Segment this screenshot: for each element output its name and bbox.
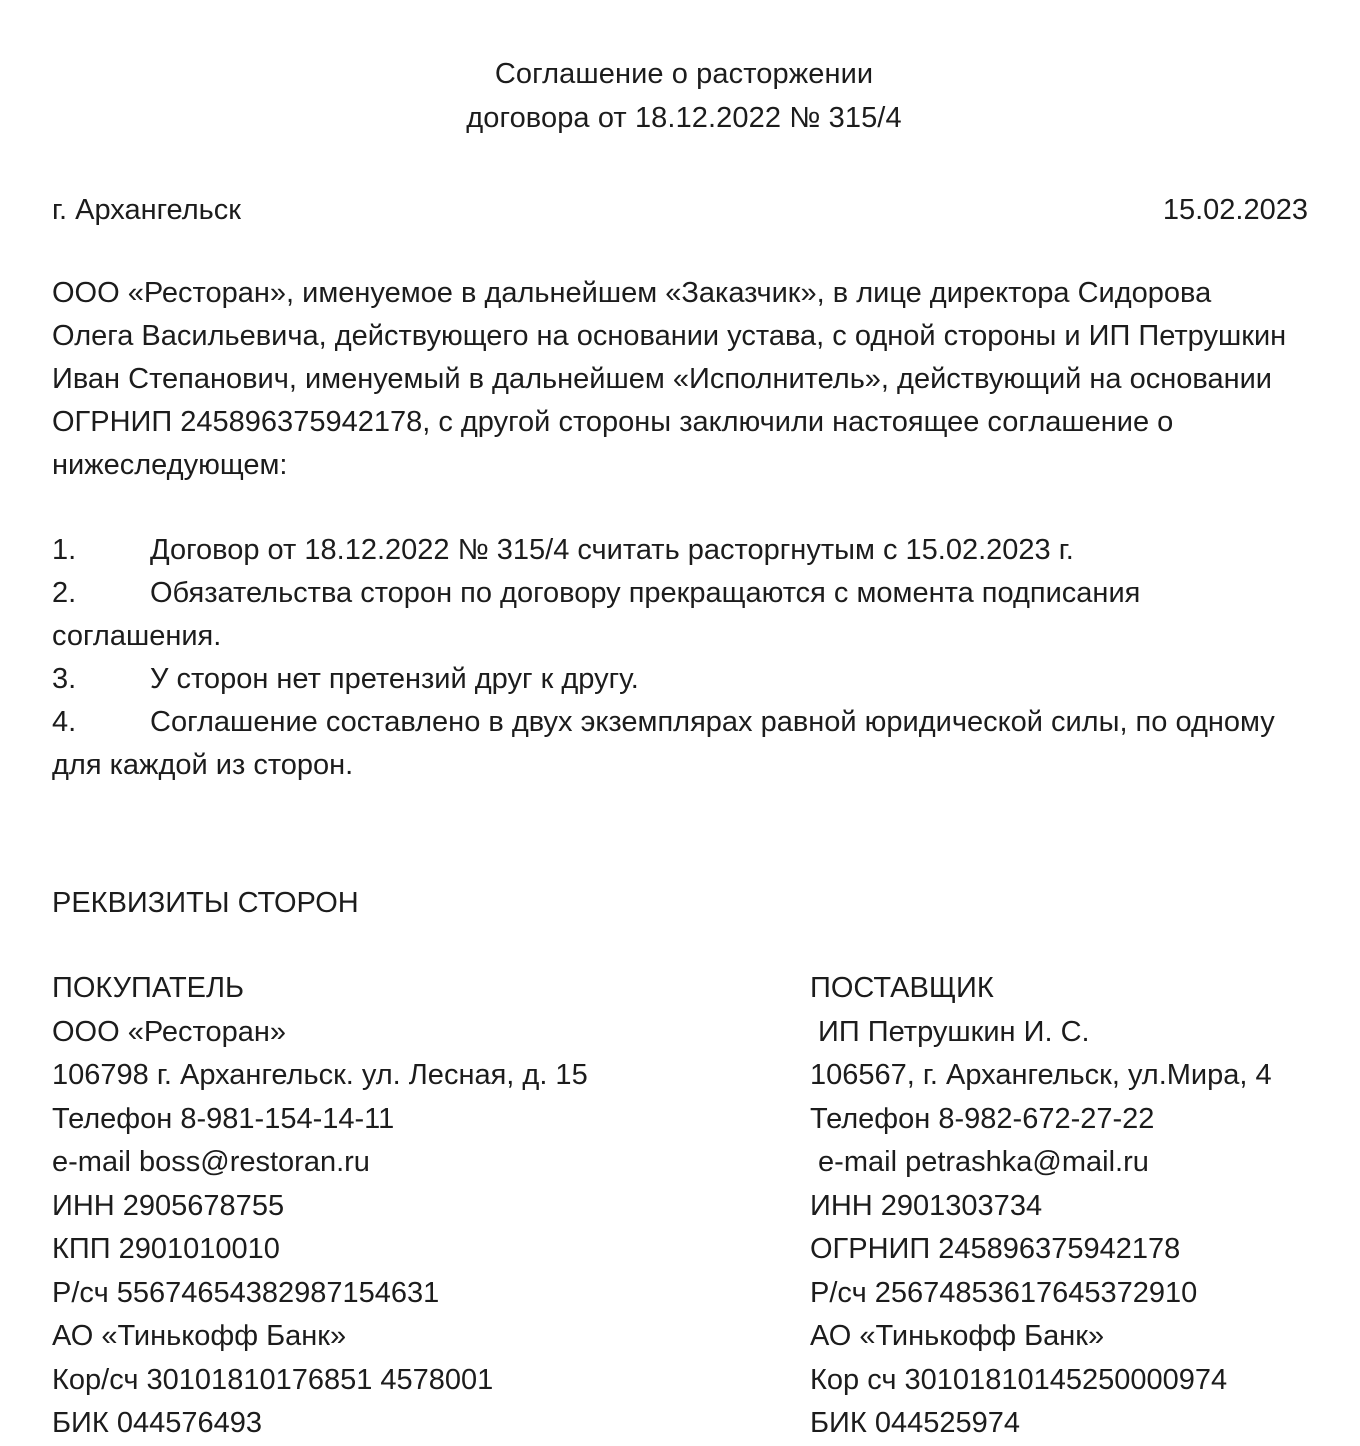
supplier-line: Р/сч 25674853617645372910	[810, 1276, 1198, 1309]
supplier-column	[810, 967, 1316, 1446]
clause-item	[52, 572, 1297, 658]
clause-item	[52, 701, 1297, 787]
buyer-line: АО «Тинькофф Банк»	[52, 1320, 347, 1352]
supplier-line: ИП Петрушкин И. С.	[810, 1015, 1090, 1048]
buyer-heading: ПОКУПАТЕЛЬ	[52, 972, 245, 1004]
buyer-line: Кор/сч 30101810176851 4578001	[52, 1363, 494, 1396]
clause-text: Соглашение составлено в двух экземплярах равной юридической силы, по одному для каждой из сторон.	[52, 706, 1275, 781]
buyer-column	[52, 967, 810, 1446]
buyer-line: КПП 2901010010	[52, 1233, 280, 1265]
document-date: 15.02.2023	[1162, 194, 1308, 226]
supplier-line: БИК 044525974	[810, 1407, 1020, 1439]
document-title	[52, 0, 1316, 140]
supplier-line: ИНН 2901303734	[810, 1189, 1043, 1222]
clause-list	[52, 529, 1297, 787]
supplier-line: Телефон 8-982-672-27-22	[810, 1102, 1155, 1135]
title-line-1: Соглашение о расторжении	[494, 58, 874, 90]
supplier-line: e-mail petrashka@mail.ru	[810, 1146, 1149, 1178]
supplier-line: АО «Тинькофф Банк»	[810, 1320, 1105, 1352]
buyer-line: БИК 044576493	[52, 1407, 262, 1439]
clause-text: Обязательства сторон по договору прекращаются с момента подписания соглашения.	[52, 577, 1141, 652]
buyer-line: Телефон 8-981-154-14-11	[52, 1102, 395, 1135]
city-date-row	[52, 192, 1316, 228]
buyer-line: ООО «Ресторан»	[52, 1015, 287, 1048]
title-line-2: договора от 18.12.2022 № 315/4	[466, 102, 902, 134]
clause-number: 2.	[52, 577, 77, 609]
supplier-line: Кор сч 30101810145250000974	[810, 1363, 1228, 1396]
clause-item	[52, 529, 1297, 572]
parties-columns	[52, 967, 1316, 1446]
clause-number: 4.	[52, 706, 77, 738]
city-label: г. Архангельск	[52, 194, 241, 226]
supplier-line: ОГРНИП 245896375942178	[810, 1233, 1181, 1265]
intro-paragraph: ООО «Ресторан», именуемое в дальнейшем «Заказчик», в лице директора Сидорова Олега Васильевича, действующего на основании устава, с одной стороны и ИП Петрушкин Иван Степанович, именуемый в дальнейшем «Исполнитель», действующий на основании ОГРНИП 245896375942178, с другой стороны заключили настоящее соглашение о нижеследующем:	[52, 277, 1287, 481]
clause-text: У сторон нет претензий друг к другу.	[150, 663, 639, 695]
buyer-line: 106798 г. Архангельск. ул. Лесная, д. 15	[52, 1059, 588, 1091]
clause-number: 3.	[52, 663, 77, 695]
buyer-line: e-mail boss@restoran.ru	[52, 1146, 370, 1178]
clause-number: 1.	[52, 534, 77, 566]
clause-item	[52, 658, 1297, 701]
buyer-line: Р/сч 55674654382987154631	[52, 1276, 440, 1309]
buyer-line: ИНН 2905678755	[52, 1189, 285, 1222]
requisites-heading: РЕКВИЗИТЫ СТОРОН	[52, 887, 359, 919]
supplier-heading: ПОСТАВЩИК	[810, 972, 994, 1004]
clause-text: Договор от 18.12.2022 № 315/4 считать расторгнутым с 15.02.2023 г.	[150, 534, 1074, 566]
supplier-line: 106567, г. Архангельск, ул.Мира, 4	[810, 1059, 1272, 1091]
